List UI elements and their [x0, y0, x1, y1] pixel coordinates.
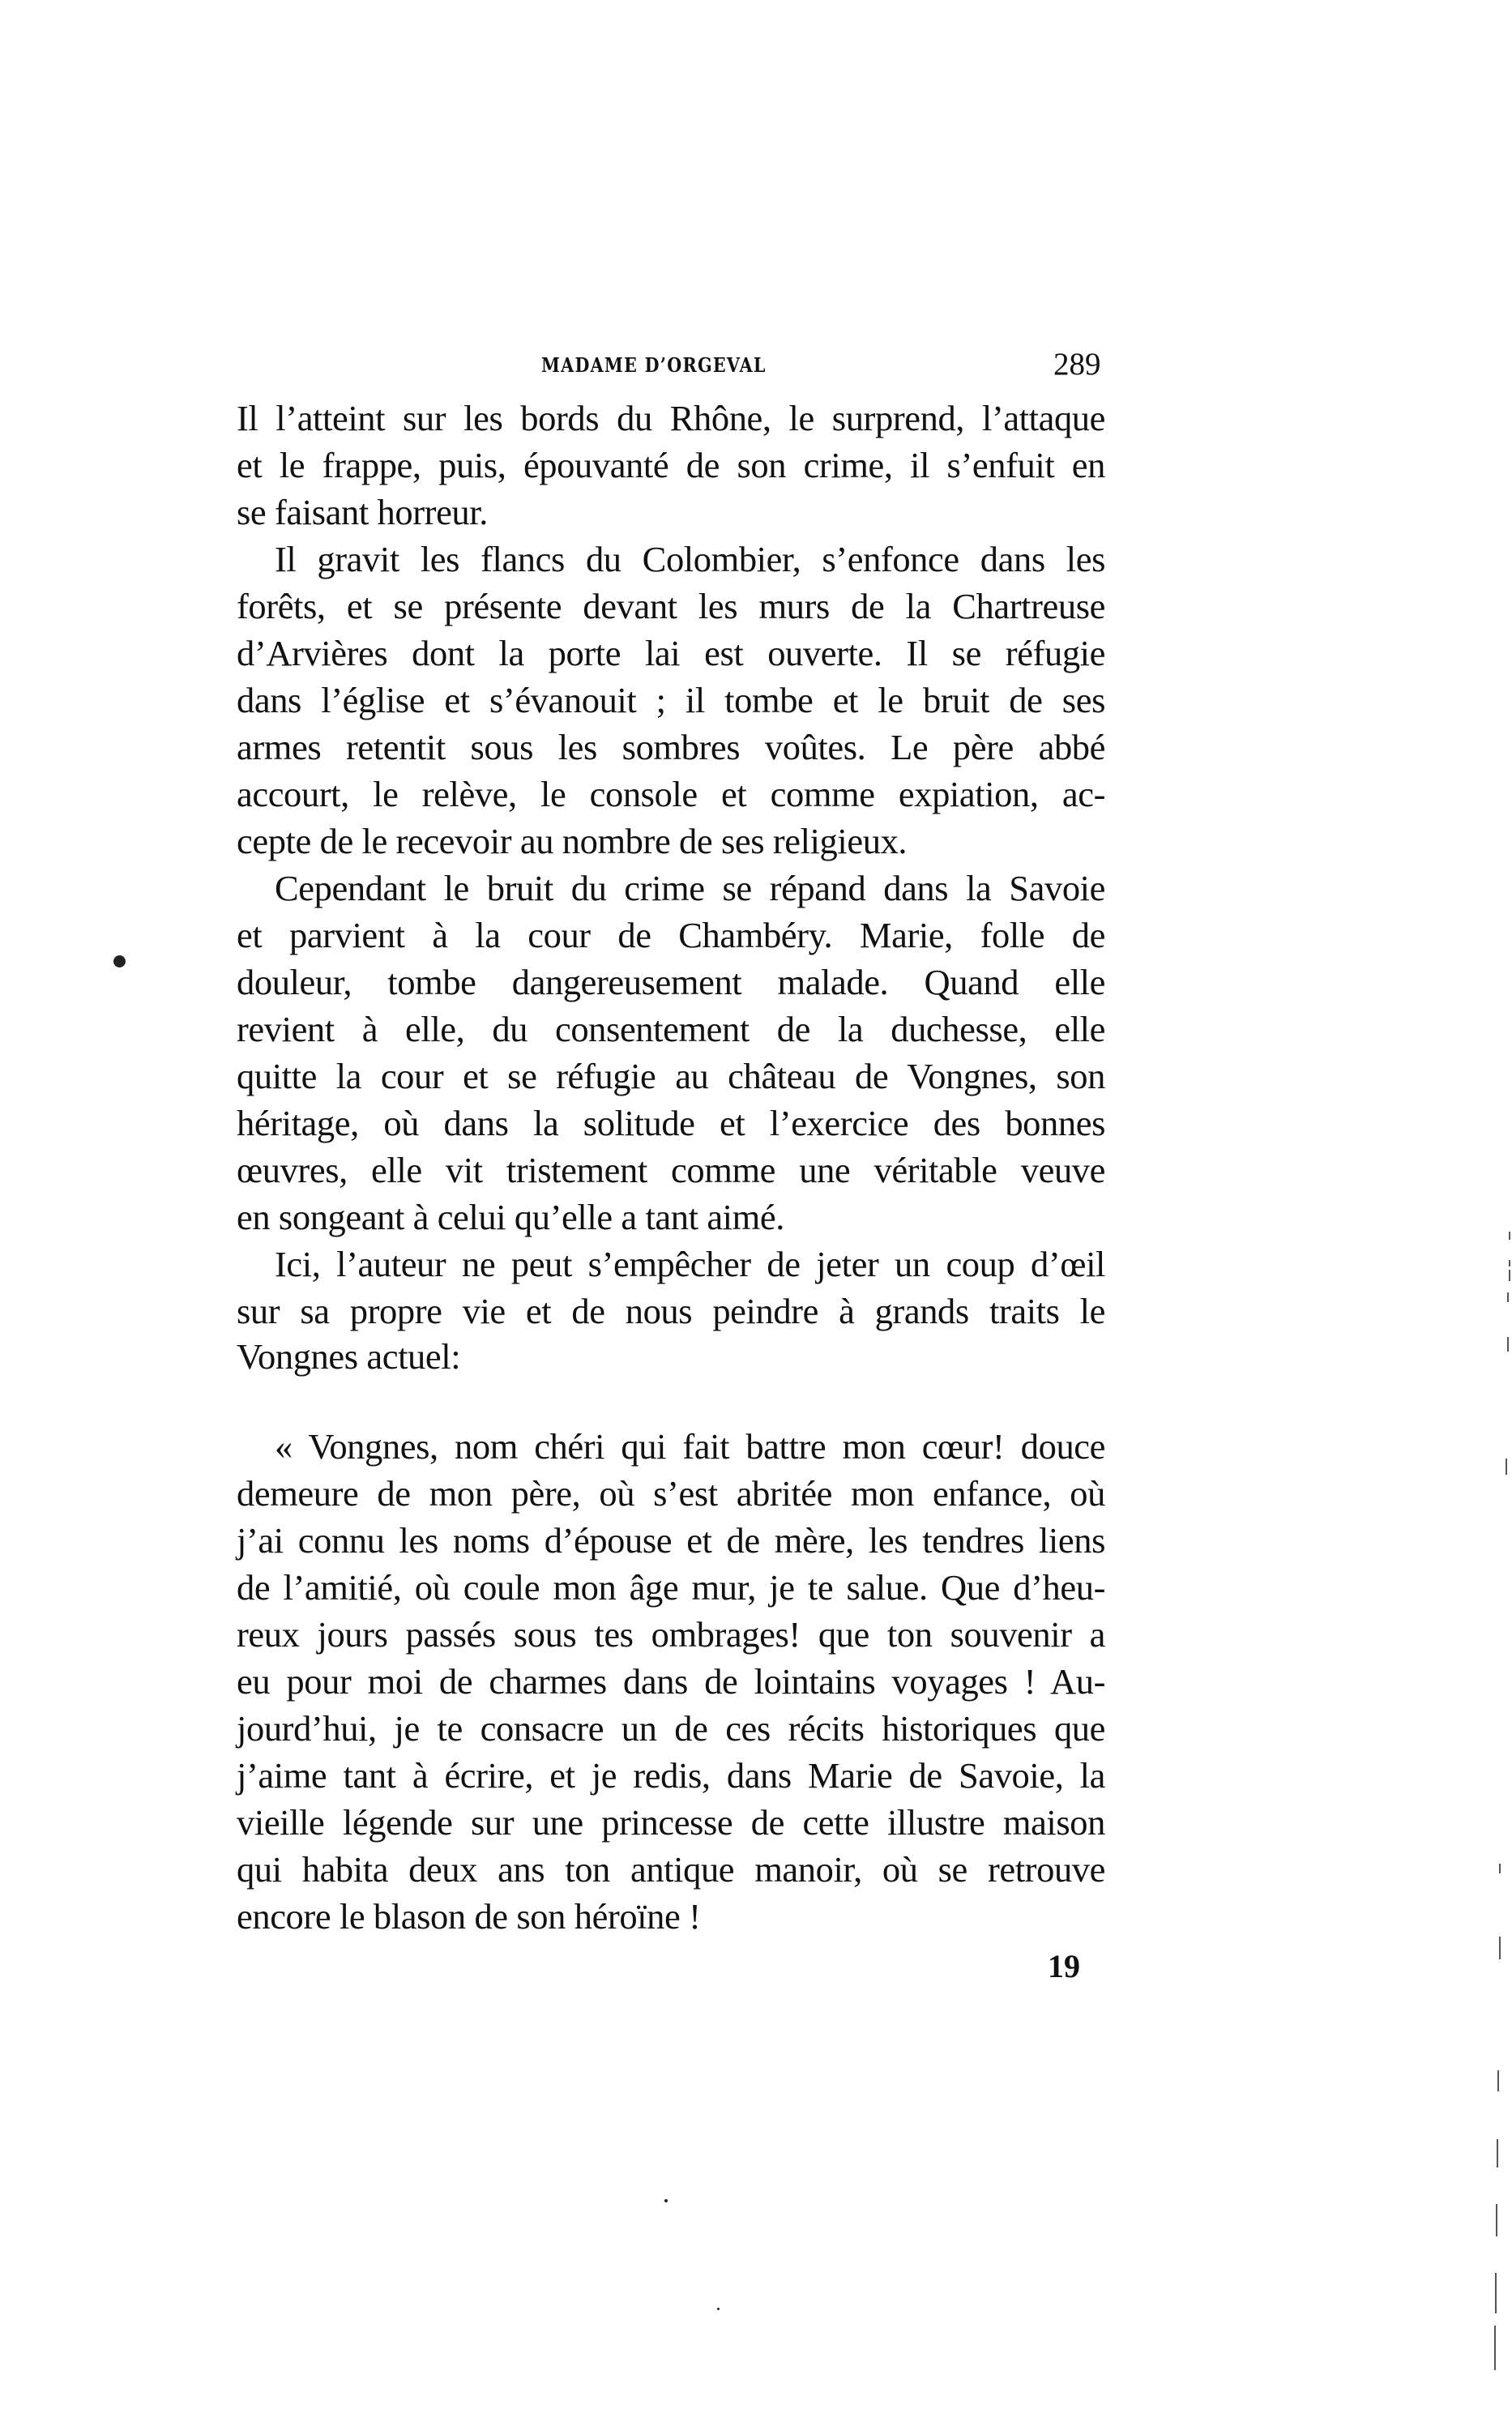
margin-mark — [1509, 1260, 1510, 1266]
text-line: demeure de mon père, où s’est abritée mon enfance, où — [237, 1473, 1105, 1514]
text-line: revient à elle, du consentement de la duchesse, elle — [237, 1009, 1105, 1049]
text-line: j’ai connu les noms d’épouse et de mère, les tendres liens — [237, 1520, 1105, 1561]
text-line: et parvient à la cour de Chambéry. Marie, folle de — [237, 915, 1105, 955]
text-line: Ici, l’auteur ne peut s’empêcher de jeter un coup d’œil — [275, 1244, 1105, 1284]
text-line: Il l’atteint sur les bords du Rhône, le surprend, l’attaque — [237, 398, 1105, 438]
text-line: dans l’église et s’évanouit ; il tombe et le bruit de ses — [237, 680, 1105, 720]
text-line: d’Arvières dont la porte lai est ouverte. Il se réfugie — [237, 633, 1105, 673]
margin-mark — [1509, 1270, 1510, 1281]
margin-mark — [1499, 1937, 1501, 1959]
text-line: eu pour moi de charmes dans de lointains voyages ! Au- — [237, 1661, 1105, 1702]
ink-speck — [664, 2199, 668, 2202]
page-number: 289 — [1053, 347, 1101, 382]
text-line: qui habita deux ans ton antique manoir, où se retrouve — [237, 1849, 1105, 1890]
text-line: sur sa propre vie et de nous peindre à grands traits le — [237, 1291, 1105, 1331]
margin-mark — [1497, 2070, 1499, 2091]
margin-mark — [1495, 2273, 1497, 2313]
text-line: jourd’hui, je te consacre un de ces récits historiques que — [237, 1708, 1105, 1749]
text-line: douleur, tombe dangereusement malade. Quand elle — [237, 962, 1105, 1002]
margin-mark — [1497, 2139, 1498, 2168]
running-title: MADAME D’ORGEVAL — [541, 353, 767, 377]
text-line: quitte la cour et se réfugie au château de Vongnes, son — [237, 1056, 1105, 1096]
text-line: se faisant horreur. — [237, 492, 488, 532]
text-line: Il gravit les flancs du Colombier, s’enfonce dans les — [275, 539, 1105, 579]
text-line: vieille légende sur une princesse de cette illustre maison — [237, 1802, 1105, 1843]
text-line: armes retentit sous les sombres voûtes. Le père abbé — [237, 727, 1105, 767]
text-line: encore le blason de son héroïne ! — [237, 1896, 701, 1937]
text-line: œuvres, elle vit tristement comme une véritable veuve — [237, 1150, 1105, 1190]
margin-mark — [1496, 2204, 1497, 2236]
text-line: cepte de le recevoir au nombre de ses religieux. — [237, 821, 908, 861]
text-line: « Vongnes, nom chéri qui fait battre mon cœur! douce — [275, 1426, 1105, 1467]
text-line: en songeant à celui qu’elle a tant aimé. — [237, 1197, 784, 1237]
text-line: j’aime tant à écrire, et je redis, dans Marie de Savoie, la — [237, 1755, 1105, 1796]
text-line: forêts, et se présente devant les murs de la Chartreuse — [237, 586, 1105, 626]
margin-mark — [1499, 1864, 1501, 1873]
ink-speck — [717, 2308, 720, 2310]
signature-mark: 19 — [1048, 1948, 1080, 1984]
text-line: Vongnes actuel: — [237, 1336, 461, 1377]
text-line: héritage, où dans la solitude et l’exercice des bonnes — [237, 1103, 1105, 1143]
text-line: Cependant le bruit du crime se répand dans la Savoie — [275, 868, 1105, 908]
text-line: et le frappe, puis, épouvanté de son crime, il s’enfuit en — [237, 445, 1105, 485]
text-line: reux jours passés sous tes ombrages! que ton souvenir a — [237, 1614, 1105, 1655]
margin-mark — [1494, 2326, 1496, 2370]
margin-mark — [1506, 1459, 1507, 1475]
ink-speck — [113, 955, 126, 967]
margin-mark — [1507, 1292, 1509, 1302]
text-line: de l’amitié, où coule mon âge mur, je te salue. Que d’heu- — [237, 1567, 1105, 1608]
margin-mark — [1509, 1232, 1510, 1240]
text-line: accourt, le relève, le console et comme expiation, ac- — [237, 774, 1105, 814]
margin-mark — [1507, 1337, 1509, 1352]
